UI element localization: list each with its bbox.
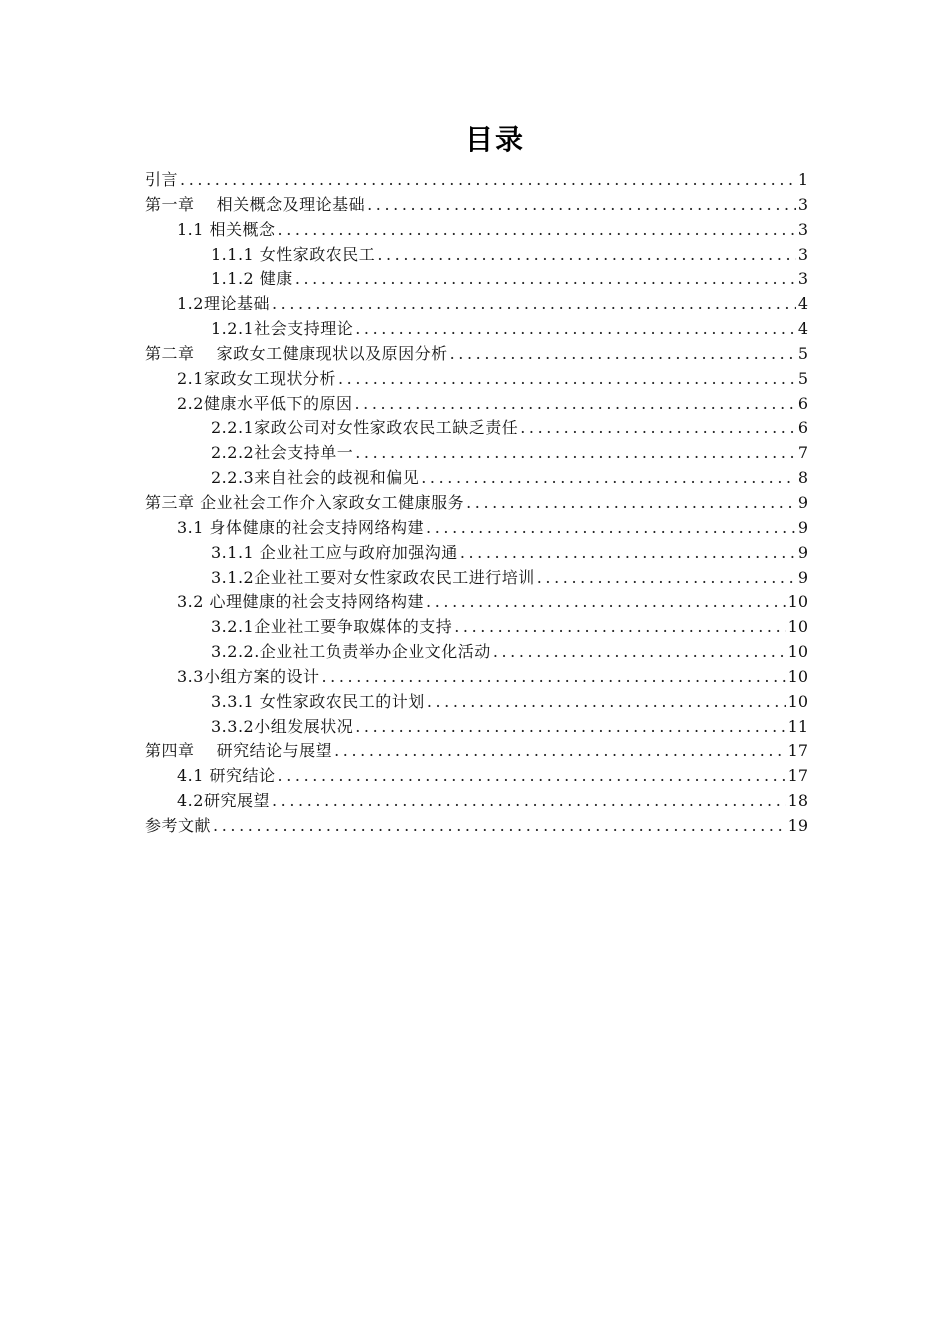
toc-leader-dots [426,516,796,541]
toc-leader-dots [377,243,796,268]
toc-page-number: 10 [787,642,808,662]
toc-leader-dots [321,665,785,690]
toc-entry[interactable] [145,416,808,441]
toc-leader-dots [272,789,786,814]
toc-entry-text: 3.3.1 女性家政农民工的计划 [211,691,425,711]
toc-entry-text: 1.1 相关概念 [177,219,276,239]
toc-page-number: 6 [797,393,808,413]
toc-page-number: 9 [797,517,808,537]
toc-entry-text: 1.2.1社会支持理论 [211,319,354,339]
toc-page-number: 5 [797,343,808,363]
toc-entry[interactable] [145,739,808,764]
toc-entry-text: 3.1.1 企业社工应与政府加强沟通 [211,542,458,562]
toc-entry-text: 引言 [145,170,179,189]
toc-entry[interactable] [145,715,808,740]
toc-page-number: 7 [797,443,808,463]
toc-leader-dots [180,168,796,193]
toc-entry-text: 第三章 企业社会工作介入家政女工健康服务 [145,492,465,512]
toc-title: 目录 [464,123,525,156]
toc-entry-text: 1.1.2 健康 [211,269,293,289]
toc-leader-dots [355,715,785,740]
toc-entry-text: 1.1.1 女性家政农民工 [211,244,376,264]
toc-leader-dots [278,218,796,243]
toc-entry[interactable] [145,267,808,292]
toc-leader-dots [295,267,796,292]
toc-page-number: 3 [797,244,808,264]
toc-entry-text: 2.2健康水平低下的原因 [177,393,353,413]
toc-leader-dots [454,615,785,640]
toc-page-number: 4 [797,319,808,339]
toc-entry-text: 2.1家政女工现状分析 [177,368,336,388]
toc-entry[interactable] [145,292,808,317]
toc-leader-dots [354,392,795,417]
toc-entry[interactable] [145,367,808,392]
toc-leader-dots [338,367,796,392]
toc-entry[interactable] [145,541,808,566]
toc-entry-text: 3.1 身体健康的社会支持网络构建 [177,517,425,537]
toc-entry-text: 2.2.2社会支持单一 [211,443,354,463]
toc-entry[interactable] [145,615,808,640]
toc-leader-dots [493,640,786,665]
toc-leader-dots [427,690,786,715]
toc-entry[interactable] [145,168,808,193]
toc-leader-dots [355,441,796,466]
toc-entry[interactable] [145,516,808,541]
toc-entry-text: 1.2理论基础 [177,294,270,314]
toc-entry[interactable] [145,789,808,814]
toc-entry[interactable] [145,814,808,839]
toc-list [145,168,808,839]
toc-entry-text: 3.3小组方案的设计 [177,666,320,686]
toc-leader-dots [426,590,786,615]
toc-entry-text: 3.1.2企业社工要对女性家政农民工进行培训 [211,567,535,587]
toc-page-number: 6 [797,418,808,438]
toc-entry-text: 4.2研究展望 [177,791,270,811]
toc-entry-text: 第一章 相关概念及理论基础 [145,194,366,214]
toc-entry[interactable] [145,690,808,715]
toc-entry[interactable] [145,566,808,591]
toc-leader-dots [272,292,796,317]
toc-page-number: 9 [797,542,808,562]
toc-entry-text: 4.1 研究结论 [177,766,276,786]
toc-leader-dots [334,739,786,764]
toc-leader-dots [520,416,796,441]
toc-leader-dots [450,342,796,367]
toc-entry-text: 2.2.1家政公司对女性家政农民工缺乏责任 [211,418,519,438]
toc-entry[interactable] [145,764,808,789]
toc-entry-text: 3.2 心理健康的社会支持网络构建 [177,592,425,612]
toc-leader-dots [278,764,786,789]
toc-page-number: 11 [787,716,808,736]
toc-entry-text: 3.3.2小组发展状况 [211,716,354,736]
toc-page-number: 17 [787,766,808,786]
toc-entry[interactable] [145,392,808,417]
toc-leader-dots [537,566,796,591]
toc-page-number: 3 [797,194,808,214]
toc-page-number: 9 [797,492,808,512]
toc-page-number: 8 [797,468,808,488]
toc-page-number: 5 [797,368,808,388]
toc-entry[interactable] [145,491,808,516]
toc-page-number: 3 [797,269,808,289]
toc-entry[interactable] [145,640,808,665]
toc-entry-text: 第四章 研究结论与展望 [145,741,333,761]
toc-entry-text: 2.2.3来自社会的歧视和偏见 [211,468,420,488]
toc-page-number: 17 [787,741,808,761]
toc-page-number: 10 [787,691,808,711]
toc-leader-dots [367,193,796,218]
toc-page-number: 18 [787,791,808,811]
toc-entry-text: 3.2.1企业社工要争取媒体的支持 [211,617,453,637]
toc-entry[interactable] [145,466,808,491]
toc-page-number: 4 [797,294,808,314]
toc-entry[interactable] [145,243,808,268]
toc-page-number: 10 [787,666,808,686]
toc-entry-text: 3.2.2.企业社工负责举办企业文化活动 [211,642,491,662]
toc-entry-text: 参考文献 [145,815,212,835]
toc-leader-dots [355,317,796,342]
toc-leader-dots [460,541,796,566]
toc-leader-dots [421,466,796,491]
toc-entry[interactable] [145,665,808,690]
toc-entry[interactable] [145,590,808,615]
toc-page-number: 19 [787,815,808,835]
toc-page-number: 3 [797,219,808,239]
toc-page-number: 1 [797,170,808,189]
toc-page-number: 10 [787,592,808,612]
toc-entry[interactable] [145,317,808,342]
toc-entry-text: 第二章 家政女工健康现状以及原因分析 [145,343,448,363]
toc-page-number: 10 [787,617,808,637]
toc-page-number: 9 [797,567,808,587]
toc-entry[interactable] [145,218,808,243]
toc-leader-dots [213,814,786,839]
toc-entry[interactable] [145,441,808,466]
toc-leader-dots [466,491,796,516]
toc-entry[interactable] [145,342,808,367]
toc-entry[interactable] [145,193,808,218]
